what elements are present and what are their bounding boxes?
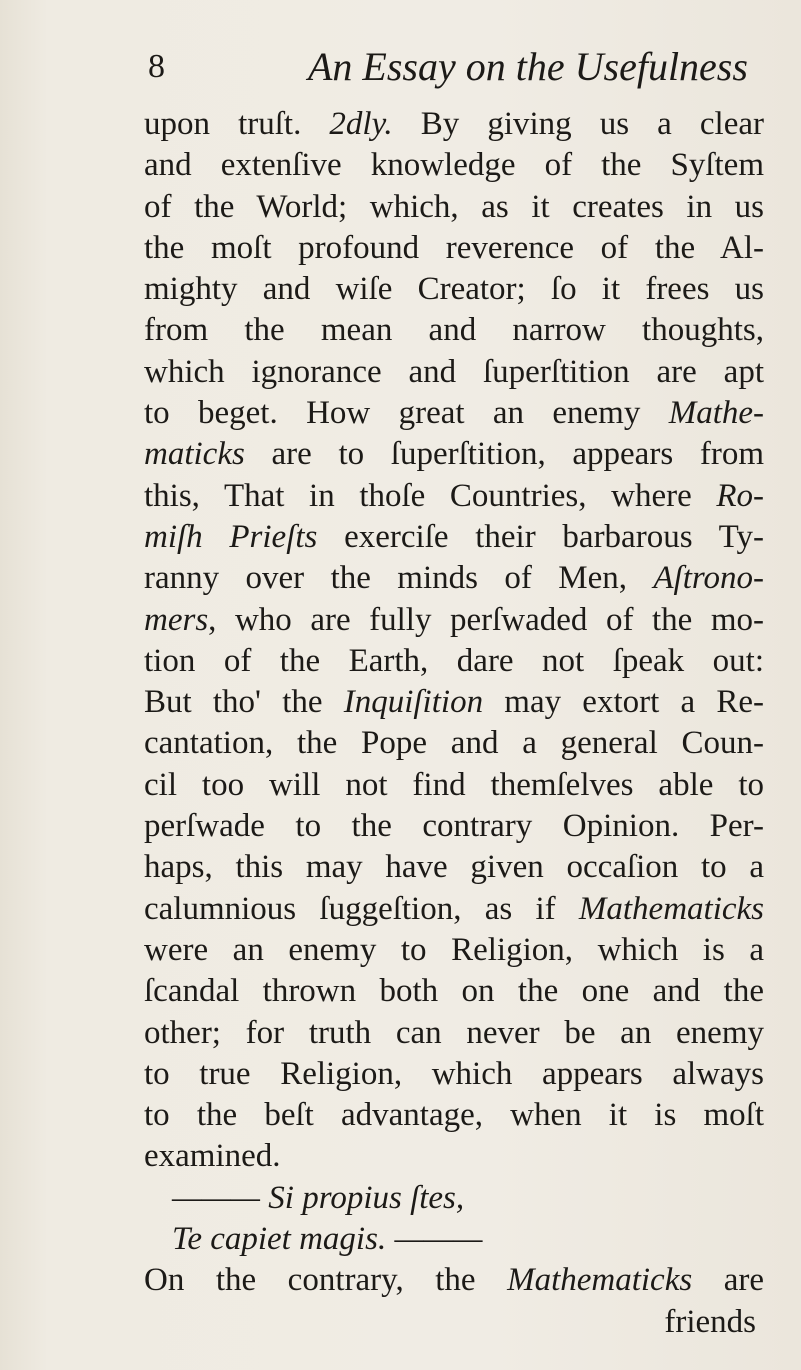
text-line: mighty and wiſe Creator; ſo it frees us (144, 271, 764, 308)
page-number: 8 (148, 48, 165, 85)
italic-text: Mathematicks (507, 1262, 693, 1299)
text-line: mers, who are fully perſwaded of the mo- (144, 601, 764, 638)
italic-text: Mathe- (668, 395, 764, 432)
italic-text: Ro- (716, 477, 764, 514)
text-line: to the beſt advantage, when it is moſt (144, 1097, 764, 1134)
italic-text: 2dly. (329, 106, 393, 142)
text-line: were an enemy to Religion, which is a (144, 931, 764, 968)
italic-text: maticks (144, 436, 245, 473)
text-line: the moſt profound reverence of the Al- (144, 229, 764, 266)
text-line: and extenſive knowledge of the Syſtem (144, 147, 764, 184)
text-line: But tho' the Inquiſition may extort a Re- (144, 684, 764, 721)
text-line: tion of the Earth, dare not ſpeak out: (144, 642, 764, 679)
text-line: to true Religion, which appears always (144, 1055, 764, 1092)
text-line: upon truſt. 2dly. By giving us a clear (144, 106, 764, 142)
text-line: from the mean and narrow thoughts, (144, 312, 764, 349)
text-line: haps, this may have given occaſion to a (144, 849, 764, 886)
text-line: On the contrary, the Mathematicks are (144, 1262, 764, 1299)
text-line: perſwade to the contrary Opinion. Per- (144, 808, 764, 845)
latin-quote-line-2: Te capiet magis. ——— (172, 1221, 483, 1258)
text-line: ranny over the minds of Men, Aſtrono- (144, 560, 764, 597)
text-line: cantation, the Pope and a general Coun- (144, 725, 764, 762)
italic-text: Aſtrono- (653, 560, 764, 597)
running-title: An Essay on the Usefulness (308, 44, 748, 89)
italic-text: Mathematicks (578, 890, 764, 927)
italic-text: mers (144, 601, 209, 638)
text-line: cil too will not find themſelves able to (144, 766, 764, 803)
text-line: this, That in thoſe Countries, where Ro- (144, 477, 764, 514)
text-line: to beget. How great an enemy Mathe- (144, 395, 764, 432)
catchword: friends (664, 1303, 756, 1340)
text-line: which ignorance and ſuperſtition are apt (144, 353, 764, 390)
running-head (148, 42, 748, 92)
text-line: maticks are to ſuperſtition, appears from (144, 436, 764, 473)
text-line: miſh Prieſts exerciſe their barbarous Ty- (144, 518, 765, 555)
body-lines (144, 104, 764, 1178)
italic-text: miſh Prieſts (144, 518, 318, 555)
text-line: of the World; which, as it creates in us (144, 188, 764, 225)
body-text (144, 104, 764, 1343)
text-line: other; for truth can never be an enemy (144, 1014, 764, 1051)
text-line: ſcandal thrown both on the one and the (144, 973, 764, 1010)
italic-text: Inquiſition (343, 684, 484, 721)
text-line: examined. (144, 1138, 281, 1175)
text-line: calumnious ſuggeſtion, as if Mathematicks (144, 890, 764, 927)
latin-quote-line-1: ——— Si propius ſtes, (172, 1179, 465, 1216)
